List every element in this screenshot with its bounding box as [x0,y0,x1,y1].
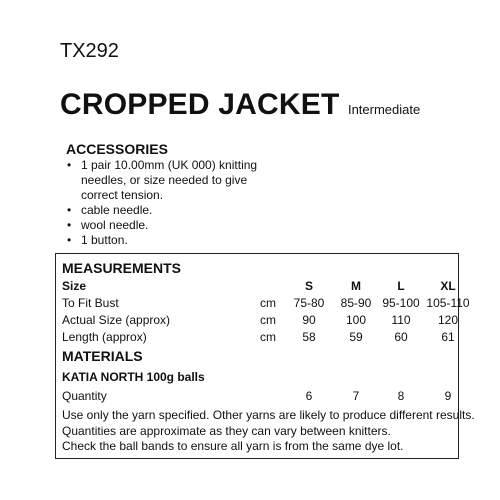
row-unit: cm [260,330,276,344]
quantity-xl: 9 [444,389,452,403]
difficulty-level: Intermediate [347,102,421,117]
value-m: 100 [345,313,367,327]
value-xl: 120 [437,313,459,327]
pattern-code: TX292 [60,40,119,62]
row-label: Length (approx) [62,330,147,344]
quantity-l: 8 [397,389,405,403]
accessories-list [66,158,271,248]
quantity-m: 7 [352,389,360,403]
accessory-item: • wool needle. [66,218,271,233]
size-m: M [351,279,361,293]
row-label: To Fit Bust [62,296,119,310]
row-unit: cm [260,296,276,310]
note-line: Quantities are approximate as they can vary between knitters. [62,423,391,438]
title-row [60,88,420,122]
quantity-row [62,389,454,405]
note-line: Use only the yarn specified. Other yarns are likely to produce different results. [62,408,475,422]
row-unit: cm [260,313,276,327]
size-s: S [304,279,313,293]
measurements-materials-box [55,253,475,459]
yarn-notes [62,408,475,455]
value-xl: 105-110 [426,296,470,310]
size-l: L [397,279,405,293]
measurement-row-length [62,330,454,346]
value-s: 90 [302,313,316,327]
value-m: 59 [349,330,363,344]
measurement-row-actual-size [62,313,459,329]
row-label: Actual Size (approx) [62,313,171,327]
quantity-s: 6 [305,389,313,403]
value-l: 95-100 [382,296,420,310]
materials-heading: MATERIALS [62,348,143,364]
accessory-item: • cable needle. [66,203,271,218]
value-m: 85-90 [340,296,372,310]
value-l: 110 [391,313,411,327]
accessory-item [66,158,271,203]
measurement-row-bust [62,296,470,312]
size-header-row [62,279,454,295]
note-line: Check the ball bands to ensure all yarn is from the same dye lot. [62,439,404,453]
value-s: 58 [302,330,316,344]
size-xl: XL [440,279,456,293]
value-xl: 61 [441,330,455,344]
accessory-item-text: 1 pair 10.00mm (UK 000) knitting needles, or size needed to give correct tension. [81,158,258,202]
measurements-heading: MEASUREMENTS [62,260,182,276]
yarn-row [62,370,454,386]
accessory-item: • 1 button. [66,233,271,248]
size-label: Size [62,279,87,293]
value-s: 75-80 [293,296,325,310]
accessories-heading: ACCESSORIES [66,141,168,157]
value-l: 60 [394,330,408,344]
pattern-title: CROPPED JACKET [60,88,340,121]
quantity-label: Quantity [62,389,107,403]
yarn-name: KATIA NORTH 100g balls [62,370,205,384]
